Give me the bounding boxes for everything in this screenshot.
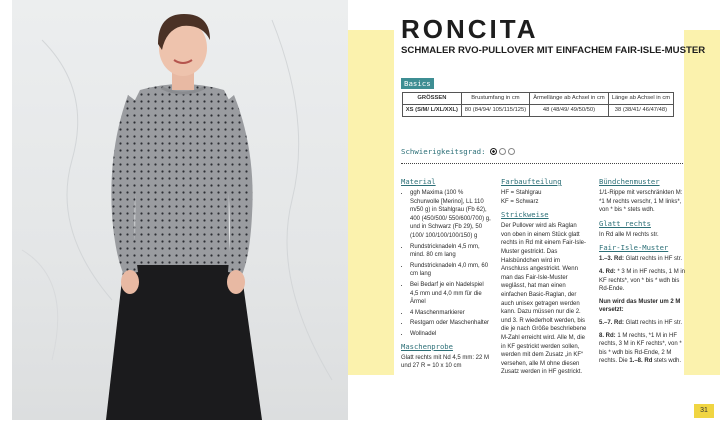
table-row: [403, 105, 674, 117]
maschenprobe-heading: Maschenprobe: [401, 341, 453, 351]
table-cell: XS (S/M/ L/XL/XXL): [403, 105, 462, 117]
column-strickweise: [501, 177, 587, 381]
row-text: 1 M rechts, *1 M in HF rechts, 3 M in KF rechts*, von * bis * wdh bis Rd-Ende, 2 M rechts. Die: [599, 332, 682, 365]
dotted-divider: [401, 163, 683, 164]
row-label: 5.–7. Rd:: [599, 319, 625, 326]
fair-isle-row-1: [599, 255, 687, 264]
buendchenmuster-text: 1/1-Rippe mit verschränkten M: *1 M rechts verschr, 1 M links*, von * bis * stets wdh.: [599, 190, 683, 214]
fair-isle-row-8: [599, 332, 687, 366]
difficulty-dots: [490, 148, 515, 155]
difficulty-dot-empty-icon: [499, 148, 506, 155]
glatt-rechts-text: In Rd alle M rechts str.: [599, 231, 659, 238]
buendchenmuster-heading: Bündchenmuster: [599, 177, 660, 186]
list-item: • Rundstricknadeln 4,5 mm, mind. 80 cm lang: [410, 243, 491, 260]
table-header-cell: Brustumfang in cm: [461, 93, 529, 105]
maschenprobe-text: Glatt rechts mit Nd 4,5 mm: 22 M und 27 R = 10 x 10 cm: [401, 354, 490, 370]
row-text: Glatt rechts in HF str.: [624, 256, 683, 263]
basics-label: Basics: [401, 78, 434, 89]
list-item: • Rundstricknadeln 4,0 mm, 60 cm lang: [410, 262, 491, 279]
table-cell: 48 (48/49/ 49/50/50): [530, 105, 609, 117]
farbaufteilung-line: HF = Stahlgrau: [501, 190, 542, 196]
row-label: 8. Rd:: [599, 332, 616, 339]
table-header-cell: Länge ab Achsel in cm: [608, 93, 673, 105]
fair-isle-row-4: [599, 268, 687, 294]
farbaufteilung-line: KF = Schwarz: [501, 198, 539, 205]
table-header-cell: Ärmellänge ab Achsel in cm: [530, 93, 609, 105]
sizes-table: [402, 92, 674, 117]
table-cell: 80 (84/94/ 105/115/125): [461, 105, 529, 117]
list-item: • ggh Maxima (100 % Schurwolle [Merino], LL 110 m/50 g) in Stahlgrau (Fb 62), 400 (450/500/ 550/600/700) g, und in Schwarz (Fb 29), 50 (100/ 100/100/100/150) g: [410, 189, 491, 241]
row-text: Glatt rechts in HF str.: [624, 319, 683, 326]
difficulty-rating: [401, 147, 515, 156]
farbaufteilung-text: [501, 189, 587, 206]
fair-isle-note: Nun wird das Muster um 2 M versetzt:: [599, 298, 681, 314]
column-material: [401, 177, 491, 375]
strickweise-heading: Strickweise: [501, 210, 549, 220]
row-text: stets wdh.: [652, 358, 682, 365]
farbaufteilung-heading: Farbaufteilung: [501, 177, 562, 186]
fair-isle-row-5: [599, 319, 687, 328]
table-header-row: [403, 93, 674, 105]
list-item: • Restgarn oder Maschenhalter: [410, 319, 491, 328]
row-text: * 3 M in HF rechts, 1 M in KF rechts*, von * bis * wdh bis Rd-Ende.: [599, 268, 686, 293]
material-list: [401, 189, 491, 339]
model-illustration: [12, 0, 348, 420]
table-cell: 38 (38/41/ 46/47/48): [608, 105, 673, 117]
row-bold: 1.–8. Rd: [629, 358, 653, 365]
glatt-rechts-heading: Glatt rechts: [599, 218, 651, 228]
list-item: • Bei Bedarf je ein Nadelspiel 4,5 mm und 4,0 mm für die Ärmel: [410, 281, 491, 307]
row-label: 4. Rd:: [599, 268, 616, 275]
model-photo: [12, 0, 348, 420]
list-item: • Wollnadel: [410, 330, 491, 339]
material-heading: Material: [401, 177, 436, 186]
difficulty-dot-empty-icon: [508, 148, 515, 155]
difficulty-label: Schwierigkeitsgrad:: [401, 147, 486, 156]
page-title: RONCITA: [401, 14, 539, 44]
fair-isle-heading: Fair-Isle-Muster: [599, 243, 669, 253]
row-label: 1.–3. Rd:: [599, 256, 625, 263]
difficulty-dot-filled-icon: [490, 148, 497, 155]
strickweise-text: Der Pullover wird als Raglan von oben in einem Stück glatt rechts in Rd mit einem Fair-Isle-Muster gestrickt. Das Halsbündchen wird im Anschluss angestrickt. Wenn man das Fair-Isle-Muster weglässt, hat man einen einfachen Basic-Raglan, der auch unisex getragen werden kann. Dazu müssen nur die 2. und 3. R wiederholt werden, bis die je nach Größe beschriebene M-Zahl erreicht wird. Alle M, die in KF gestrickt werden sollen, werden mit dem Zusatz „in KF“ versehen, alle M ohne diesen Zusatz werden in HF gestrickt.: [501, 223, 587, 376]
table-header-cell: GRÖSSEN: [403, 93, 462, 105]
column-patterns: [599, 177, 687, 370]
list-item: • 4 Maschenmarkierer: [410, 309, 491, 318]
page-subtitle: SCHMALER RVO-PULLOVER MIT EINFACHEM FAIR-ISLE-MUSTER: [401, 45, 706, 56]
page-number: 31: [694, 404, 714, 418]
